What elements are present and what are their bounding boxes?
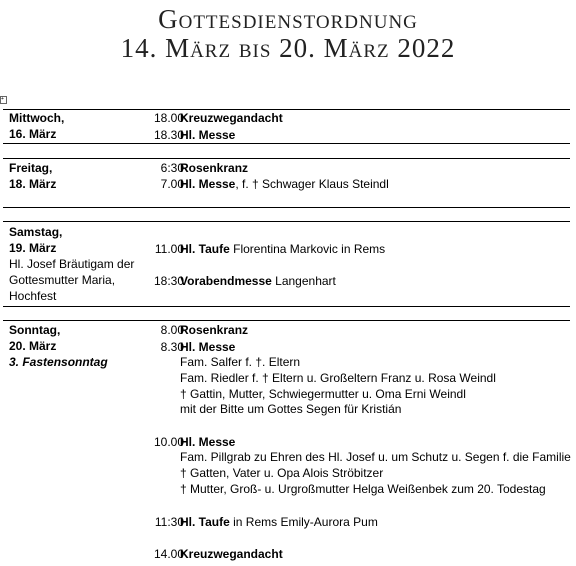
day-cell	[9, 322, 139, 370]
day-cell	[9, 224, 139, 304]
event-detail: in Rems Emily-Aurora Pum	[229, 515, 378, 529]
mass-intention: † Mutter, Groß- u. Urgroßmutter Helga Weißenbek zum 20. Todestag	[180, 482, 546, 496]
event-title: Kreuzwegandacht	[180, 111, 283, 125]
event-description	[180, 434, 570, 450]
event-time: 8.30	[160, 340, 184, 354]
day-name: Freitag,	[9, 161, 53, 175]
row-divider	[3, 158, 570, 159]
event-title: Vorabendmesse	[180, 274, 272, 288]
event-title: Kreuzwegandacht	[180, 547, 283, 561]
event-title: Hl. Taufe	[180, 242, 230, 256]
day-date: 18. März	[9, 177, 57, 191]
event-detail: Florentina Markovic in Rems	[229, 242, 386, 256]
feast-note: Gottesmutter Maria,	[9, 273, 116, 287]
event-description	[180, 546, 570, 562]
event-detail: , f. † Schwager Klaus Steindl	[235, 177, 389, 191]
event-time: 18:30	[153, 274, 184, 288]
event-time: 14.00	[153, 547, 184, 561]
event-title: Rosenkranz	[180, 323, 249, 337]
page-title: Gottesdienstordnung	[158, 4, 418, 34]
row-divider	[3, 306, 570, 307]
row-divider	[3, 320, 570, 321]
event-time: 6:30	[160, 161, 184, 175]
date-range-title: 14. März bis 20. März 2022	[120, 33, 456, 63]
event-title: Hl. Messe	[180, 340, 236, 354]
day-date: 16. März	[9, 127, 57, 141]
event-time: 11.00	[154, 242, 184, 256]
event-description	[180, 339, 570, 355]
event-title: Hl. Taufe	[180, 515, 230, 529]
event-description	[180, 241, 570, 257]
day-date: 20. März	[9, 339, 57, 353]
event-description	[180, 127, 570, 143]
feast-day: 3. Fastensonntag	[9, 355, 108, 369]
mass-intention: mit der Bitte um Gottes Segen für Kristián	[180, 402, 402, 416]
event-description	[180, 322, 570, 338]
row-divider	[3, 143, 570, 144]
mass-intention: Fam. Riedler f. † Eltern u. Großeltern Franz u. Rosa Weindl	[180, 371, 496, 385]
event-description	[180, 514, 570, 530]
event-time: 18.30	[153, 128, 184, 142]
day-name: Sonntag,	[9, 323, 61, 337]
event-detail: Langenhart	[271, 274, 336, 288]
day-cell	[9, 160, 139, 192]
mass-intention: † Gattin, Mutter, Schwiegermutter u. Oma Erni Weindl	[180, 387, 466, 401]
event-description	[180, 273, 570, 289]
day-name: Samstag,	[9, 225, 63, 239]
feast-note: Hochfest	[9, 289, 57, 303]
mass-intention: Fam. Pillgrab zu Ehren des Hl. Josef u. um Schutz u. Segen f. die Familie	[180, 450, 571, 464]
event-title: Hl. Messe	[180, 435, 236, 449]
event-time: 8.00	[160, 323, 184, 337]
day-cell	[9, 110, 139, 142]
event-title: Hl. Messe	[180, 128, 236, 142]
table-anchor-icon: +	[0, 96, 7, 104]
row-divider	[3, 207, 570, 208]
event-description	[180, 110, 570, 126]
event-title: Rosenkranz	[180, 161, 249, 175]
event-time: 18.00	[153, 111, 184, 125]
day-name: Mittwoch,	[9, 111, 65, 125]
event-time: 7.00	[160, 177, 184, 191]
mass-intention: Fam. Salfer f. †. Eltern	[180, 355, 301, 369]
event-time: 10.00	[153, 435, 184, 449]
event-description	[180, 160, 570, 176]
event-description	[180, 176, 570, 192]
row-divider	[3, 221, 570, 222]
day-date: 19. März	[9, 241, 57, 255]
feast-note: Hl. Josef Bräutigam der	[9, 257, 135, 271]
event-time: 11:30	[154, 515, 184, 529]
event-title: Hl. Messe	[180, 177, 236, 191]
mass-intention: † Gatten, Vater u. Opa Alois Ströbitzer	[180, 466, 384, 480]
